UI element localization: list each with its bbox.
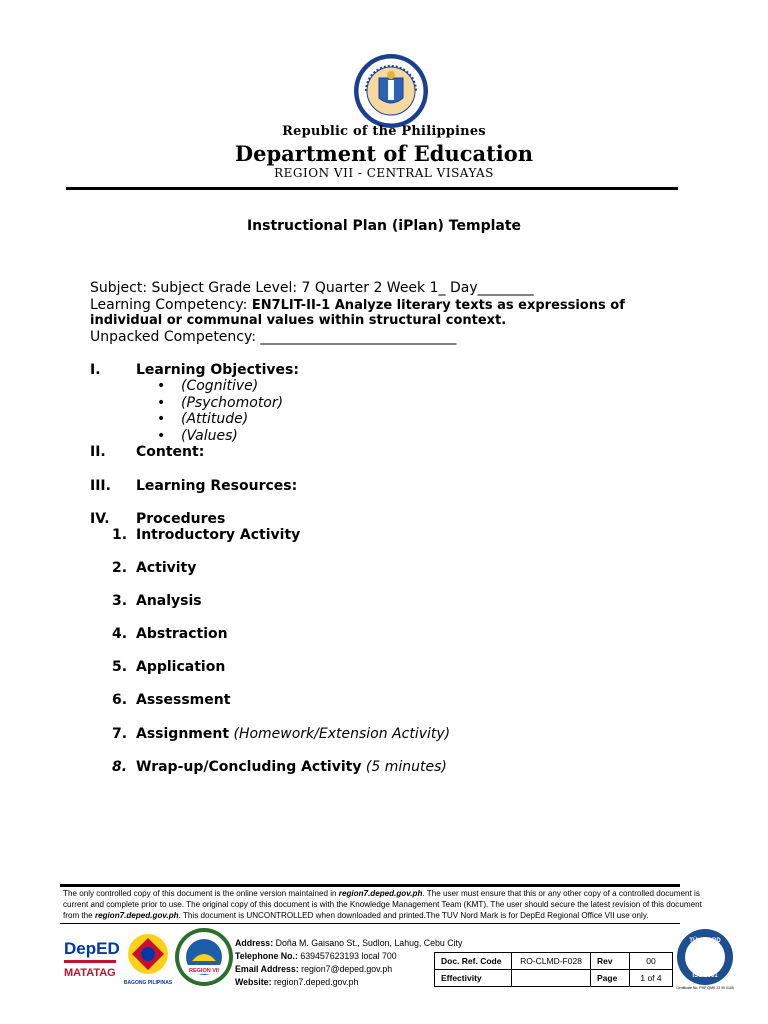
- tuv-nord-iso-icon: [672, 928, 738, 990]
- email-link[interactable]: region7@deped.gov.ph: [298, 964, 393, 974]
- objective-item: (Cognitive): [181, 378, 259, 394]
- section-3-number: III.: [90, 478, 111, 494]
- competency-text: EN7LIT-II-1 Analyze literary texts as expressions of: [251, 298, 625, 313]
- rev-label: Rev: [591, 953, 630, 970]
- procedure-number: 7.: [112, 726, 128, 742]
- region-vii-seal-icon: [174, 927, 234, 987]
- procedure-label: Assessment: [136, 692, 231, 708]
- procedure-number: 2.: [112, 560, 128, 576]
- procedure-note: (Homework/Extension Activity): [229, 726, 451, 742]
- footer-divider: [60, 884, 680, 887]
- effectivity-value: [512, 970, 591, 987]
- cert-text: Certificate No. PHP QMS 23 90 0165: [676, 986, 734, 990]
- republic-text: Republic of the Philippines: [282, 124, 486, 139]
- procedure-label: Assignment (Homework/Extension Activity): [136, 726, 451, 742]
- page-value: 1 of 4: [630, 970, 673, 987]
- tuv-text: TÜV NORD: [689, 938, 721, 944]
- region-badge-text: REGION VII: [189, 968, 219, 974]
- procedure-number: 5.: [112, 659, 128, 675]
- procedure-label: Activity: [136, 560, 197, 576]
- objective-item: (Attitude): [181, 411, 249, 427]
- competency-label: Learning Competency:: [90, 297, 252, 313]
- procedure-label: Abstraction: [136, 626, 228, 642]
- procedure-label: Wrap-up/Concluding Activity (5 minutes): [136, 759, 447, 775]
- section-1-number: I.: [90, 362, 101, 378]
- doc-ref-value: RO-CLMD-F028: [512, 953, 591, 970]
- telephone-value: 639457623193 local 700: [297, 951, 397, 961]
- procedure-number: 3.: [112, 593, 128, 609]
- section-3-label: Learning Resources:: [136, 478, 298, 494]
- bullet-icon: •: [157, 428, 166, 444]
- matatag-text: MATATAG: [64, 967, 116, 979]
- procedure-number: 6.: [112, 692, 128, 708]
- section-2-label: Content:: [136, 444, 205, 460]
- header-divider: [66, 187, 678, 190]
- doc-ref-label: Doc. Ref. Code: [435, 953, 512, 970]
- unpacked-competency: Unpacked Competency: ____________________________: [90, 329, 457, 345]
- bullet-icon: •: [157, 411, 166, 427]
- procedure-label: Introductory Activity: [136, 527, 301, 543]
- doc-reference-table: [434, 952, 673, 987]
- deped-logo-text: DepED: [64, 939, 120, 958]
- procedure-label: Application: [136, 659, 226, 675]
- deped-matatag-logo-icon: [60, 930, 122, 988]
- region-text: REGION VII - CENTRAL VISAYAS: [274, 166, 494, 180]
- website-link[interactable]: region7.deped.gov.ph: [271, 977, 359, 987]
- subject-line: Subject: Subject Grade Level: 7 Quarter 2 Week 1_ Day________: [90, 280, 534, 296]
- bullet-icon: •: [157, 395, 166, 411]
- competency-line: [90, 297, 625, 314]
- bullet-icon: •: [157, 378, 166, 394]
- competency-text-cont: individual or communal values within structural context.: [90, 313, 507, 328]
- section-2-number: II.: [90, 444, 106, 460]
- address-value: Doña M. Gaisano St., Sudlon, Lahug, Cebu City: [273, 938, 463, 948]
- procedure-number: 4.: [112, 626, 128, 642]
- department-text: Department of Education: [234, 141, 534, 166]
- procedure-label: Analysis: [136, 593, 202, 609]
- page-label: Page: [591, 970, 630, 987]
- effectivity-label: Effectivity: [435, 970, 512, 987]
- objective-item: (Psychomotor): [181, 395, 284, 411]
- procedure-number: 8.: [112, 759, 128, 775]
- bagong-pilipinas-logo-icon: [122, 930, 174, 988]
- disclaimer-text: The only controlled copy of this document is the online version maintained in region7.deped.gov.ph. The user must ensure that this or any other copy of a controlled document is current and complete prior to use. The original copy of this document is with the Knowledge Management Team (KMT). The user should secure the latest revision of this document from the region7.deped.gov.ph. This document is UNCONTROLLED when downloaded and printed.The TUV Nord Mark is for DepEd Regional Office VII use only.: [63, 889, 702, 920]
- footer-divider-thin: [60, 923, 680, 924]
- section-1-label: Learning Objectives:: [136, 362, 299, 378]
- procedure-number: 1.: [112, 527, 128, 543]
- contact-block: Address: Doña M. Gaisano St., Sudlon, Lahug, Cebu City Telephone No.: 639457623193 local 700 Email Address: region7@deped.gov.ph Website: region7.deped.gov.ph: [235, 938, 463, 987]
- bagong-pilipinas-text: BAGONG PILIPINAS: [123, 980, 173, 986]
- disclaimer-link: region7.deped.gov.ph: [338, 889, 423, 898]
- section-4-label: Procedures: [136, 511, 226, 527]
- document-title: Instructional Plan (iPlan) Template: [246, 218, 522, 234]
- deped-seal-icon: [352, 52, 430, 130]
- section-4-number: IV.: [90, 511, 110, 527]
- objective-item: (Values): [181, 428, 238, 444]
- procedure-note: (5 minutes): [361, 759, 447, 775]
- iso-text: ISO 9001: [692, 973, 718, 979]
- rev-value: 00: [630, 953, 673, 970]
